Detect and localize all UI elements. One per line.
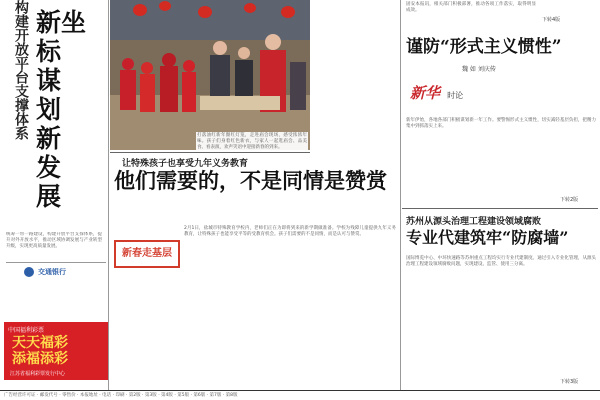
bank-name: 交通银行 xyxy=(38,268,66,276)
left-column xyxy=(0,0,108,400)
photo-caption: 打落油红新年圈红灯笼，走进庙会现场，感受浓浓年味。孩子们身着红色新衣，与家人一起逛庙会、品美食、看表演，欢声笑语中迎接新春的到来。 xyxy=(197,133,307,150)
lottery-line-1: 天天福彩 xyxy=(12,335,68,351)
commentary-stamp-main: 新华 xyxy=(410,84,441,102)
bank-logo-icon xyxy=(24,267,34,277)
right-bottom-kicker: 苏州从源头治理工程建设领域腐败 xyxy=(406,217,542,227)
right-bottom-headline: 专业代建筑牢“防腐墙” xyxy=(406,228,569,247)
top-snippet: 固安本报讯，相关部门积极部署，推动各项工作落实，取得明显成效。 xyxy=(406,2,536,13)
headline-line-1: 新坐标 xyxy=(36,8,87,66)
news-photo xyxy=(110,0,310,150)
headline-line-2: 谋划新发展 xyxy=(36,66,62,211)
lottery-issuer: 江苏省福利彩票发行中心 xyxy=(10,371,66,377)
vertical-subtitle: 构建开放平台支撑体系 xyxy=(13,0,29,140)
center-kicker: 让特殊孩子也享受九年义务教育 xyxy=(122,159,249,169)
continued-top-2: 下转2版 xyxy=(560,197,579,203)
new-spring-stamp xyxy=(114,240,180,268)
main-headline xyxy=(36,8,106,211)
center-article xyxy=(110,152,400,390)
right-bottom-body: 国际博览中心、中环快速路等苏州重点工程均实行专业代建制度。通过引入专业化管理，从源头治理工程建设领域腐败问题，实现建设、监管、使用三分离。 xyxy=(406,256,596,267)
lottery-line-2: 添福添彩 xyxy=(12,351,68,367)
center-body: 2月1日，盐城市特殊教育学校内，老师们正在为即将到来的新学期做准备。学校为残障儿童提供九年义务教育，让特殊孩子也能享受平等的受教育机会。孩子们需要的不是同情，而是认可与赞赏。 xyxy=(184,226,396,237)
commentary-stamp xyxy=(410,82,480,112)
bank-ad xyxy=(6,262,106,318)
right-bottom-article xyxy=(402,210,600,390)
stamp-label: 新春走基层 xyxy=(122,248,172,259)
commentary-stamp-label: 时论 xyxy=(447,91,464,100)
continued-bottom: 下转3版 xyxy=(560,379,579,385)
right-top-headline: 谨防“形式主义惯性” xyxy=(406,37,562,57)
continued-top: 下转4版 xyxy=(542,17,561,23)
right-top-article xyxy=(402,0,600,210)
center-headline: 他们需要的，不是同情是赞赏 xyxy=(114,168,387,193)
festival-photo-image xyxy=(110,0,310,150)
byline: 魏 如 刘庆传 xyxy=(462,66,496,73)
lottery-ad xyxy=(4,322,108,380)
footer-info: 广告经营许可证 · 邮发代号 · 零售价 · 本报地址 · 电话 · 印刷 · 第2版 · 第3版 · 第4版 · 第5版 · 第6版 · 第7版 · 第8版 xyxy=(4,393,238,398)
lead-paragraph: 统筹一带一路建设，构建开放平台支撑体系，提升对外开放水平，推动区域协调发展与产业转型升级，实现更高质量发展。 xyxy=(6,232,102,249)
right-top-body: 新年伊始，各地各部门积极谋划新一年工作。要警惕形式主义惯性，切实减轻基层负担，把精力集中到抓落实上来。 xyxy=(406,118,596,129)
lottery-logo: 中国福利彩票 xyxy=(8,327,45,334)
